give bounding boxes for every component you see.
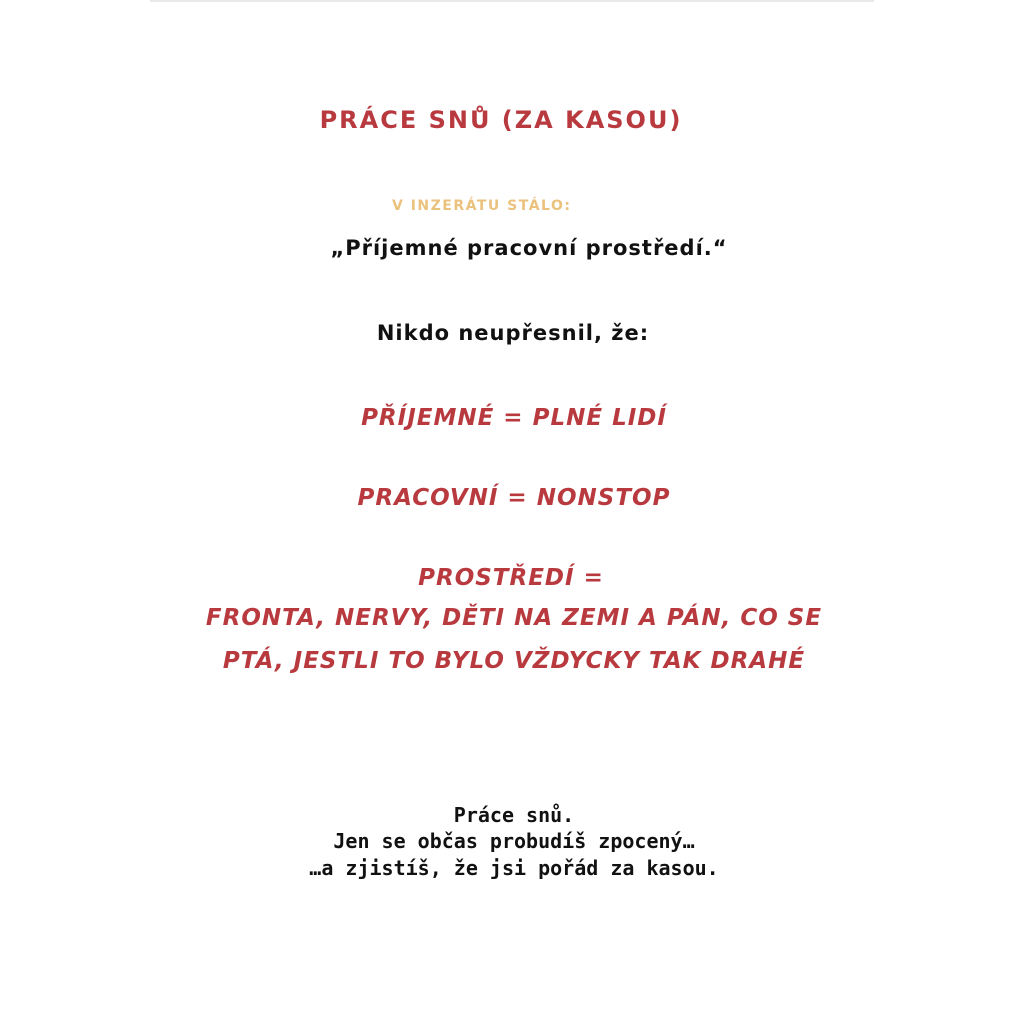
closing-line-2: Jen se občas probudíš zpocený…: [333, 829, 695, 853]
definition-environment-line-1: FRONTA, NERVY, DĚTI NA ZEMI A PÁN, CO SE: [205, 605, 823, 631]
top-divider: [150, 0, 874, 2]
definition-environment-heading: PROSTŘEDÍ =: [418, 565, 604, 591]
definition-pleasant: PŘÍJEMNÉ = PLNÉ LIDÍ: [361, 405, 667, 431]
ad-kicker: V INZERÁTU STÁLO:: [392, 198, 572, 214]
closing-line-3: …a zjistíš, že jsi pořád za kasou.: [309, 856, 719, 880]
intro-statement: Nikdo neupřesnil, že:: [376, 321, 650, 345]
page-title: PRÁCE SNŮ (ZA KASOU): [319, 106, 683, 134]
definition-work: PRACOVNÍ = NONSTOP: [357, 485, 671, 511]
ad-quote: „Příjemné pracovní prostředí.“: [330, 236, 728, 260]
definition-environment-line-2: PTÁ, JESTLI TO BYLO VŽDYCKY TAK DRAHÉ: [222, 648, 806, 674]
closing-line-1: Práce snů.: [453, 803, 575, 827]
